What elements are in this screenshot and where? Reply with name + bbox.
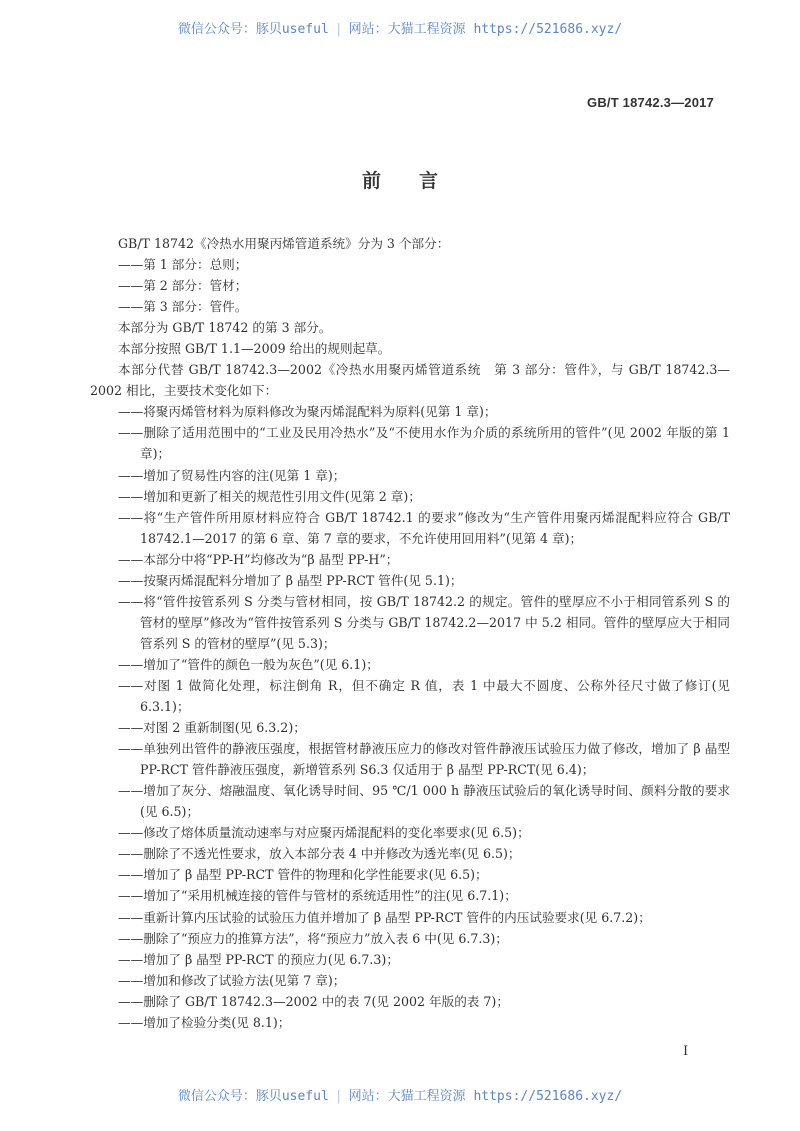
list-item: ——将“管件按管系列 S 分类与管材相同，按 GB/T 18742.2 的规定。管件的壁厚应不小于相同管系列 S 的管材的壁厚”修改为“管件按管系列 S 分类与 GB/T 18742.2—2017 中 5.2 相同。管件的壁厚应大于相同管系列 S 的管材的壁厚”(见 5.3)；: [118, 593, 730, 651]
list-item: ——增加了“管件的颜色一般为灰色”(见 6.1)；: [118, 656, 379, 672]
page-title: 前言: [361, 170, 476, 192]
list-item: ——增加了 β 晶型 PP-RCT 的预应力(见 6.7.3)；: [118, 951, 399, 967]
standard-number: GB/T 18742.3—2017: [587, 95, 714, 110]
replacement-paragraph: 本部分代替 GB/T 18742.3—2002《冷热水用聚丙烯管道系统 第 3 部分：管件》，与 GB/T 18742.3—2002 相比，主要技术变化如下：: [90, 362, 730, 399]
changes-list: [90, 401, 730, 1032]
watermark-separator: |: [334, 22, 343, 37]
list-item: ——删除了 GB/T 18742.3—2002 中的表 7(见 2002 年版的表 7)；: [118, 993, 509, 1009]
list-item: ——对图 2 重新制图(见 6.3.2)；: [118, 720, 306, 736]
list-item: ——增加了检验分类(见 8.1)；: [118, 1014, 291, 1030]
list-item: ——重新计算内压试验的试验压力值并增加了 β 晶型 PP-RCT 管件的内压试验要求(见 6.7.2)；: [118, 909, 651, 925]
list-item: ——增加和修改了试验方法(见第 7 章)；: [118, 972, 346, 988]
list-item: ——增加了灰分、熔融温度、氧化诱导时间、95 ℃/1 000 h 静液压试验后的氧化诱导时间、颜料分散的要求(见 6.5)；: [118, 783, 730, 820]
intro-paragraph: GB/T 18742《冷热水用聚丙烯管道系统》分为 3 个部分：: [118, 236, 450, 251]
statement-paragraph: 本部分按照 GB/T 1.1—2009 给出的规则起草。: [118, 341, 391, 357]
statement-paragraph: 本部分为 GB/T 18742 的第 3 部分。: [118, 320, 332, 336]
watermark-site-link[interactable]: 网站：大猫工程资源 https://521686.xyz/: [348, 22, 623, 37]
list-item: ——按聚丙烯混配料分增加了 β 晶型 PP-RCT 管件(见 5.1)；: [118, 572, 463, 588]
document-body: [90, 233, 730, 1033]
list-item: ——第 1 部分：总则；: [118, 257, 248, 273]
list-item: ——本部分中将“PP-H”均修改为“β 晶型 PP-H”；: [118, 551, 399, 567]
list-item: ——修改了熔体质量流动速率与对应聚丙烯混配料的变化率要求(见 6.5)；: [118, 825, 530, 841]
watermark-site-link[interactable]: 网站：大猫工程资源 https://521686.xyz/: [348, 1089, 623, 1104]
list-item: ——第 2 部分：管材；: [118, 278, 248, 294]
list-item: ——删除了不透光性要求，放入本部分表 4 中并修改为透光率(见 6.5)；: [118, 846, 521, 862]
list-item: ——增加了“采用机械连接的管件与管材的系统适用性”的注(见 6.7.1)；: [118, 888, 517, 904]
list-item: ——增加了 β 晶型 PP-RCT 管件的物理和化学性能要求(见 6.5)；: [118, 867, 488, 883]
list-item: ——增加了贸易性内容的注(见第 1 章)；: [118, 467, 346, 483]
watermark-bottom: [0, 1085, 800, 1104]
watermark-wechat-label: 微信公众号：豚贝useful: [177, 22, 329, 37]
watermark-top: [0, 18, 800, 37]
list-item: ——单独列出管件的静液压强度，根据管材静液压应力的修改对管件静液压试验压力做了修改，增加了 β 晶型 PP-RCT 管件静液压强度，新增管系列 S6.3 仅适用于 β 晶型 PP-RCT(见 6.4)；: [118, 741, 730, 778]
parts-list: [90, 254, 730, 317]
list-item: ——将聚丙烯管材料为原料修改为聚丙烯混配料为原料(见第 1 章)；: [118, 404, 497, 420]
list-item: ——第 3 部分：管件。: [118, 299, 248, 315]
list-item: ——增加和更新了相关的规范性引用文件(见第 2 章)；: [118, 488, 421, 504]
list-item: ——将“生产管件所用原材料应符合 GB/T 18742.1 的要求”修改为“生产管件用聚丙烯混配料应符合 GB/T 18742.1—2017 的第 6 章、第 7 章的要求，不允许使用回用料”(见第 4 章)；: [118, 509, 730, 546]
watermark-wechat-label: 微信公众号：豚贝useful: [177, 1089, 329, 1104]
list-item: ——删除了“预应力的推算方法”，将“预应力”放入表 6 中(见 6.7.3)；: [118, 930, 508, 946]
list-item: ——删除了适用范围中的“工业及民用冷热水”及“不使用水作为介质的系统所用的管件”(见 2002 年版的第 1 章)；: [118, 425, 730, 462]
page-number: I: [683, 1044, 689, 1059]
watermark-separator: |: [334, 1089, 343, 1104]
list-item: ——对图 1 做简化处理，标注倒角 R，但不确定 R 值，表 1 中最大不圆度、公称外径尺寸做了修订(见 6.3.1)；: [118, 677, 730, 715]
